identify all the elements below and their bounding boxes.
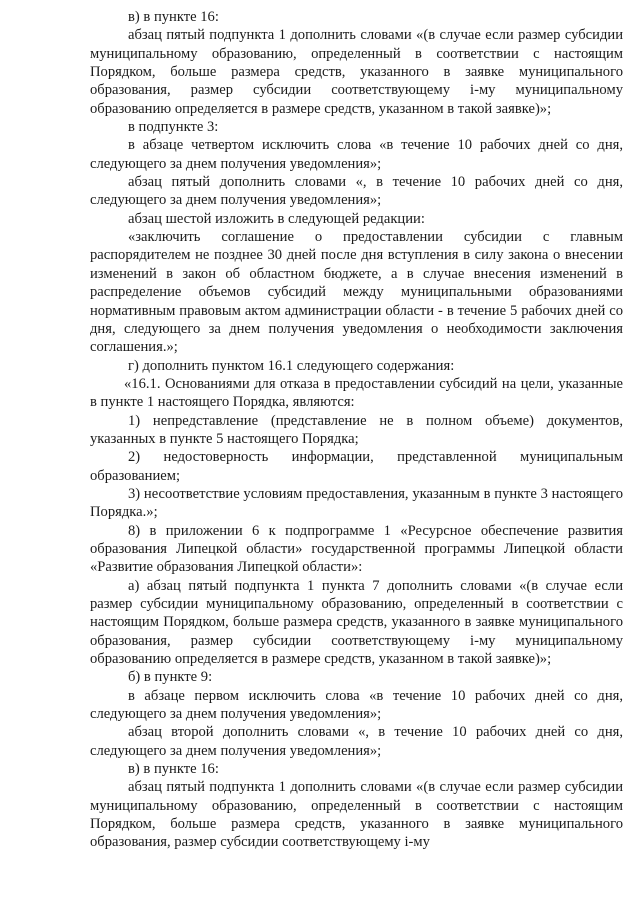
paragraph: в абзаце первом исключить слова «в течение 10 рабочих дней со дня, следующего за днем получения уведомления»;	[90, 687, 623, 723]
paragraph: в) в пункте 16:	[128, 761, 219, 778]
paragraph: абзац пятый подпункта 1 дополнить словами «(в случае если размер субсидии муниципальному образованию, определенный в соответствии с настоящим Порядком, больше размера средств, указанного в заявке муниципального образования, размер субсидии соответствующему i-му муниципальному образованию определяется в размере средств, указанном в такой заявке)»;	[90, 27, 623, 117]
document-body	[90, 8, 623, 852]
paragraph: 3) несоответствие условиям предоставления, указанным в пункте 3 настоящего Порядка.»;	[90, 485, 623, 521]
paragraph: 8) в приложении 6 к подпрограмме 1 «Ресурсное обеспечение развития образования Липецкой области» государственной программы Липецкой области «Развитие образования Липецкой области»:	[90, 522, 623, 576]
paragraph: а) абзац пятый подпункта 1 пункта 7 дополнить словами «(в случае если размер субсидии муниципальному образованию, определенный в соответствии с настоящим Порядком, больше размера средств, указанного в заявке муниципального образования, размер субсидии соответствующему i-му муниципальному образованию определяется в размере средств, указанном в такой заявке)»;	[90, 577, 623, 668]
paragraph: в подпункте 3:	[128, 119, 219, 136]
paragraph: абзац пятый дополнить словами «, в течение 10 рабочих дней со дня, следующего за днем получения уведомления»;	[90, 174, 623, 209]
paragraph: абзац шестой изложить в следующей редакции:	[128, 210, 425, 227]
paragraph: г) дополнить пунктом 16.1 следующего содержания:	[128, 357, 455, 374]
paragraph: 1) непредставление (представление не в полном объеме) документов, указанных в пункте 5 настоящего Порядка;	[90, 412, 623, 447]
paragraph: 2) недостоверность информации, представленной муниципальным образованием;	[90, 449, 623, 484]
paragraph: абзац второй дополнить словами «, в течение 10 рабочих дней со дня, следующего за днем получения уведомления»;	[90, 724, 623, 759]
paragraph: в) в пункте 16:	[128, 9, 219, 25]
paragraph: б) в пункте 9:	[128, 669, 213, 686]
paragraph: абзац пятый подпункта 1 дополнить словами «(в случае если размер субсидии муниципальному образованию, определенный в соответствии с настоящим Порядком, больше размера средств, указанного в заявке муниципального образования, размер субсидии соответствующему i-му	[90, 779, 623, 851]
paragraph: «заключить соглашение о предоставлении субсидии с главным распорядителем не позднее 30 дней после дня вступления в силу закона о внесении изменений в закон об областном бюджете, а в случае внесения изменений в распределение объемов субсидий между муниципальными образованиями нормативным правовым актом администрации области - в течение 5 рабочих дней со дня, следующего за днем получения уведомления о необходимости заключения соглашения.»;	[90, 229, 623, 356]
paragraph: в абзаце четвертом исключить слова «в течение 10 рабочих дней со дня, следующего за днем получения уведомления»;	[90, 137, 623, 172]
paragraph: «16.1. Основаниями для отказа в предоставлении субсидий на цели, указанные в пункте 1 настоящего Порядка, являются:	[90, 375, 623, 411]
